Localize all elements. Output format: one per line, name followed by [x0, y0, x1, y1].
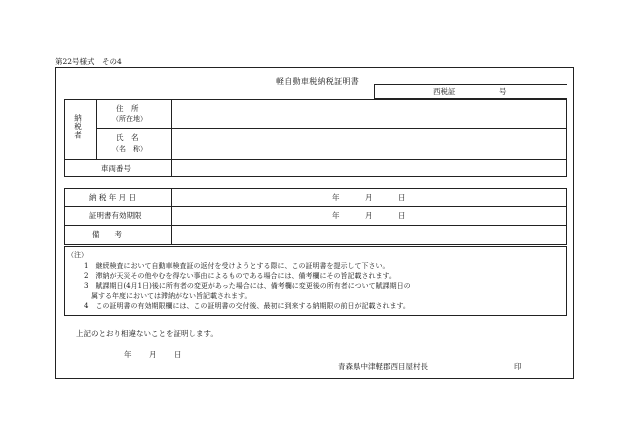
issue-year: 年: [124, 350, 132, 359]
address-sub-label: （所在地）: [112, 115, 147, 123]
date-table-divider: [171, 188, 172, 245]
valid-year: 年: [332, 211, 340, 220]
note-item-3-cont: 属する年度においては滞納がない旨記載されます。: [84, 292, 252, 300]
issue-day: 日: [174, 350, 182, 359]
issuer-name: 青森県中津軽郡西目屋村長: [338, 362, 428, 371]
date-row-divider-1: [64, 206, 567, 207]
vehicle-number-label: 車両番号: [101, 164, 131, 173]
form-number: 第22号様式 その4: [55, 57, 122, 66]
paid-date-label: 納 税 年 月 日: [89, 193, 137, 202]
document-title: 軽自動車税納税証明書: [276, 77, 359, 86]
date-row-divider-2: [64, 225, 567, 226]
taxpayer-table: [64, 99, 567, 177]
address-row-divider: [96, 128, 567, 129]
paid-year: 年: [332, 193, 340, 202]
cert-number-suffix: 号: [499, 87, 507, 96]
certification-text: 上記のとおり相違ないことを証明します。: [76, 329, 218, 338]
note-item-1: 1 継続検査において自動車検査証の返付を受けようとする際に、この証明書を提示して下さい。: [84, 262, 390, 270]
paid-month: 月: [365, 193, 373, 202]
address-label: 住 所: [116, 104, 139, 113]
note-item-4: 4 この証明書の有効期限欄には、この証明書の交付後、最初に到来する納期限の前日が記載されます。: [84, 302, 410, 310]
valid-day: 日: [398, 211, 406, 220]
name-label: 氏 名: [116, 133, 139, 142]
taxpayer-label: 納税者: [73, 114, 83, 140]
note-item-2: 2 滞納が天災その他やむを得ない事由によるものである場合には、備考欄にその旨記載されます。: [84, 272, 396, 280]
cert-number-box: [374, 84, 567, 99]
paid-day: 日: [398, 193, 406, 202]
cert-number-prefix: 西税証: [433, 87, 456, 96]
seal-mark: 印: [514, 362, 522, 371]
remarks-label: 備 考: [92, 230, 122, 239]
note-item-3: 3 賦課期日(4月1日)後に所有者の変更があった場合には、備考欄に変更後の所有者について賦課期日の: [84, 282, 411, 290]
taxpayer-divider: [96, 99, 97, 159]
valid-until-label: 証明書有効期限: [89, 211, 142, 220]
label-divider: [171, 99, 172, 177]
issue-month: 月: [149, 350, 157, 359]
name-sub-label: （名 称）: [112, 145, 147, 153]
name-row-divider: [64, 159, 567, 160]
notes-heading: （注）: [67, 251, 88, 259]
valid-month: 月: [365, 211, 373, 220]
